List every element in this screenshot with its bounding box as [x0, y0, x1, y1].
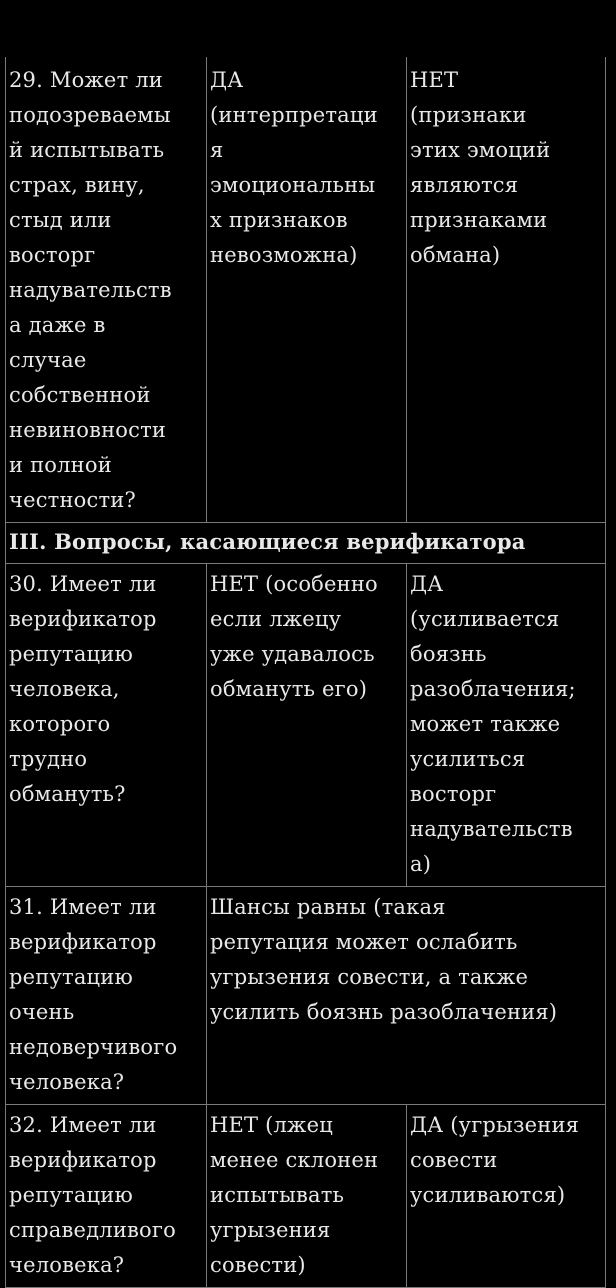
table-row-29 — [6, 57, 606, 523]
answer-cell-middle — [207, 1105, 407, 1288]
table-row-31 — [6, 887, 606, 1105]
answer-cell-right — [407, 564, 606, 887]
question-text: 29. Может ли подозреваемы й испытывать страх, вину, стыд или восторг надувательств а даже в случае собственной невиновности и полной честности? — [9, 68, 172, 512]
section-heading — [6, 523, 606, 564]
table-row-30 — [6, 564, 606, 887]
section-title: III. Вопросы, касающиеся верификатора — [9, 529, 526, 554]
question-cell — [6, 564, 207, 887]
answer-cell-right — [407, 1105, 606, 1288]
answer-cell-right — [407, 57, 606, 523]
answer-cell-merged — [207, 887, 606, 1105]
answer-text-merged: Шансы равны (такая репутация может ослабить угрызения совести, а также усилить боязнь разоблачения) — [210, 895, 558, 1024]
answer-cell-middle — [207, 57, 407, 523]
answer-cell-middle — [207, 564, 407, 887]
answer-text-right: ДА (угрызения совести усиливаются) — [410, 1113, 580, 1207]
question-text: 31. Имеет ли верификатор репутацию очень недоверчивого человека? — [9, 895, 178, 1094]
section-row — [6, 523, 606, 564]
table-row-32 — [6, 1105, 606, 1288]
answer-text-middle: НЕТ (лжец менее склонен испытывать угрызения совести) — [210, 1113, 379, 1277]
top-margin — [0, 0, 616, 57]
question-cell — [6, 887, 207, 1105]
question-text: 30. Имеет ли верификатор репутацию человека, которого трудно обмануть? — [9, 572, 157, 806]
question-cell — [6, 57, 207, 523]
answer-text-right: ДА (усиливается боязнь разоблачения; может также усилиться восторг надувательств а) — [410, 572, 576, 876]
answer-text-middle: ДА (интерпретаци я эмоциональны х признаков невозможна) — [210, 68, 378, 267]
answer-text-right: НЕТ (признаки этих эмоций являются признаками обмана) — [410, 68, 551, 267]
questions-table — [5, 57, 606, 1288]
question-cell — [6, 1105, 207, 1288]
answer-text-middle: НЕТ (особенно если лжецу уже удавалось обмануть его) — [210, 572, 378, 701]
question-text: 32. Имеет ли верификатор репутацию справедливого человека? — [9, 1113, 176, 1277]
